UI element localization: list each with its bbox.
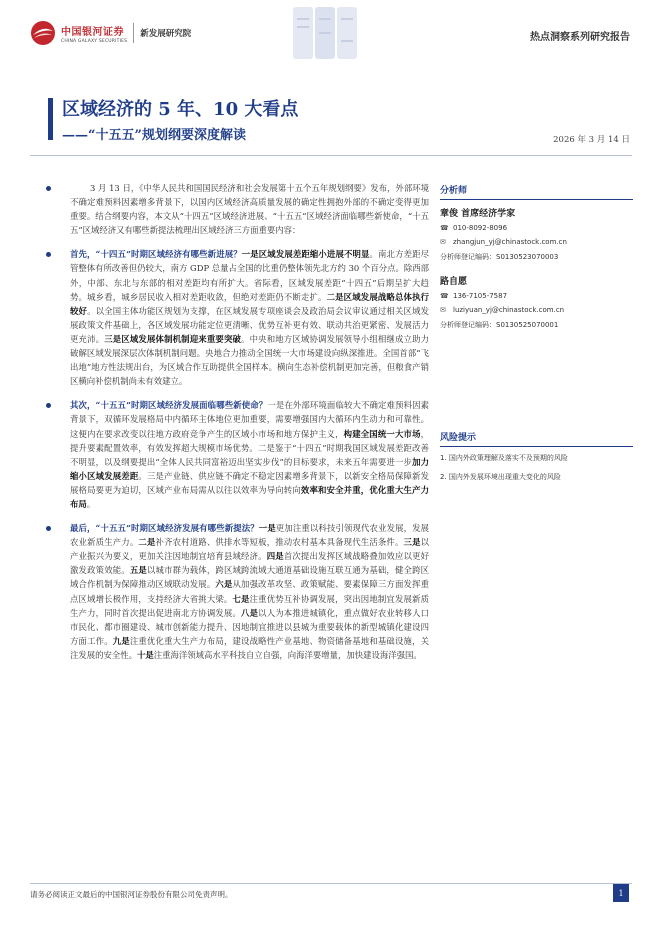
key-point: 七是 (232, 593, 250, 604)
bullet-icon (46, 403, 51, 408)
body-text: 。中央和地方区域协调发展领导小组相继成立助力破解区域发展深层次体制机制问题。央地合力推动全国统一大市场建设向纵深推进。全国首部“飞出地”地方性法规出台，为区域合作互助提供全国样本。横向生态补偿机制更加完善，但粮食产销区横向补偿机制尚未有效建立。 (70, 333, 430, 387)
key-point: 加力缩小区域发展差距 (70, 456, 430, 481)
email-icon: ✉ (440, 306, 446, 314)
intro-text: 3 月 13 日，《中华人民共和国国民经济和社会发展第十五个五年规划纲要》发布，外部环境不确定难预料因素增多背景下，以国内区域经济高质量发展的确定性拥抱外部的不确定变得更加重要。结合纲要内容，本文从“十四五”区域经济进展、“十五五”区域经济面临哪些新使命，“十五五”区域经济又有哪些新提法梳理出区域经济三方面重要内容： (70, 183, 429, 236)
analyst-phone (440, 224, 633, 232)
galaxy-logo-icon (30, 20, 56, 46)
section-new-proposals-paragraph (70, 521, 429, 662)
page-number: 1 (613, 884, 629, 902)
section-heading: 其次，“十五五”时期区域经济发展面临哪些新使命？ (70, 400, 268, 411)
section-heading: 首先，“十四五”时期区域经济有哪些新进展？ (70, 249, 242, 260)
body-text: 注重优势互补协调发展，突出因地制宜发展新质生产力，同时首次提出促进南北方协调发展。 (70, 593, 430, 618)
list-item (42, 247, 429, 388)
body-text: 补齐农村道路、供排水等短板，推动农村基本具备现代生活条件。 (155, 537, 404, 548)
risk-item: 1. 国内外政策理解及落实不及预期的风险 (440, 454, 568, 462)
body-text: 。南北方差距尽管整体有所改善但仍较大，南方 GDP 总量占全国的比重仍整体领先北方约 30 个百分点。除西部外，中部、东北与东部的相对差距均有所扩大。省际看，区域发展差距“十四五”后期呈扩大趋势。城乡看，城乡居民收入相对差距收敛，但绝对差距仍不断走扩。 (70, 249, 429, 302)
body-text: 更加注重以科技引领现代农业发展，发展农业新质生产力。 (70, 523, 430, 548)
risk-heading: 风险提示 (440, 430, 633, 447)
intro-paragraph (70, 181, 429, 237)
department-name: 新发展研究院 (140, 29, 192, 39)
footer-divider (30, 883, 632, 884)
key-point: 十是 (137, 649, 154, 660)
key-point: 三是区域发展体制机制迎来重要突破 (104, 333, 242, 344)
report-date: 2026 年 3 月 14 日 (553, 135, 630, 145)
body-text: 注重海洋领域高水平科技自立自强，向海洋要增量，加快建设海洋强国。 (153, 649, 422, 660)
body-text: 。三是产业链、供应链不确定不稳定因素增多背景下，以新安全格局保障新发展格局要更为迫切，区域产业布局需从以往以效率为导向转向 (70, 470, 430, 495)
section-heading: 最后，“十五五”时期区域经济发展有哪些新提法？ (70, 523, 259, 534)
footer-disclaimer: 请务必阅读正文最后的中国银河证券股份有限公司免责声明。 (30, 890, 233, 899)
key-point: 三是 (403, 537, 421, 548)
email-address[interactable]: luziyuan_yj@chinastock.com.cn (453, 306, 565, 314)
analyst-name: 章俊 首席经济学家 (440, 209, 516, 219)
key-point: 一是 (258, 523, 276, 534)
body-text: 。以全国主体功能区规划为支撑，在区域发展专项座谈会及政治局会议审议通过相关区域发展政策文件基础上，各区域发展功能定位更清晰、优势互补更有效、联动共治更紧密、发展活力更充沛。 (70, 305, 430, 344)
key-point: 一是区域发展差距缩小进展不明显 (241, 249, 370, 260)
bullet-icon (46, 186, 51, 191)
sidebar (440, 183, 633, 491)
key-point: 四是 (266, 551, 284, 562)
key-point: 二是 (138, 537, 156, 548)
logo-divider (133, 23, 134, 43)
report-title: 区域经济的 5 年、10 大看点 (62, 99, 299, 120)
bullet-icon (46, 526, 51, 531)
analyst-phone (440, 292, 633, 300)
key-point: 五是 (129, 565, 147, 576)
analyst-email (440, 238, 633, 246)
list-item (42, 521, 429, 662)
section-mission-paragraph (70, 398, 429, 511)
analyst-registration: 分析师登记编码：S0130525070001 (440, 321, 559, 329)
logo-en-text: CHINA GALAXY SECURITIES (61, 38, 128, 44)
body-text: ，提升要素配置效率，有效发挥超大规模市场优势。二是鉴于“十四五”时期我国区域发展差距改善不明显，以及纲要提出“全体人民共同富裕迈出坚实步伐”的目标要求，未来五年需要进一步 (70, 428, 429, 467)
analyst-heading: 分析师 (440, 183, 633, 200)
report-subtitle: ——“十五五”规划纲要深度解读 (62, 128, 246, 143)
key-point: 构建全国统一大市场 (343, 428, 421, 439)
key-point: 九是 (112, 635, 130, 646)
body-text: 。 (86, 498, 96, 509)
brand-logo (30, 20, 191, 46)
body-text: 以城市群为载体，跨区域跨流域大通道基础设施互联互通为基础，健全跨区域合作机制为保障推动区域联动发展。 (70, 565, 430, 590)
analyst-email (440, 306, 633, 314)
body-text: 注重优化重大生产力布局，建设战略性产业基地、物资储备基地和基础设施，关注发展的安全性。 (70, 635, 430, 660)
header-decoration-icon (285, 5, 365, 63)
key-point: 效率和安全并重，优化重大生产力布局 (70, 484, 430, 509)
phone-icon: ☎ (440, 292, 449, 300)
body-text: 一是在外部环境面临较大不确定难预料因素背景下，双循环发展格局中内循环主体地位更加重要，需要增强国内大循环内生动力和可靠性。这便内在要求改变以往地方政府竞争产生的区域小市场和地方保护主义， (70, 400, 430, 439)
phone-number: 136-7105-7587 (453, 292, 508, 300)
analyst-registration: 分析师登记编码：S0130523070003 (440, 253, 559, 261)
email-icon: ✉ (440, 238, 446, 246)
body-text: 以产业振兴为要义，更加关注因地制宜培育县域经济。 (70, 537, 430, 562)
key-point: 六是 (215, 579, 233, 590)
body-text: 首次提出发挥区域战略叠加效应以更好激发政策效能。 (70, 551, 430, 576)
key-point: 八是 (241, 607, 259, 618)
analyst-name: 路自愿 (440, 277, 468, 287)
risk-item: 2. 国内外发展环境出现重大变化的风险 (440, 473, 561, 481)
email-address[interactable]: zhangjun_yj@chinastock.com.cn (453, 238, 567, 246)
bullet-icon (46, 252, 51, 257)
body-text: 从加强改革攻坚、政策赋能、要素保障三方面发挥重点区域增长极作用，支持经济大省挑大梁。 (70, 579, 430, 604)
title-divider (30, 155, 632, 156)
main-body (42, 181, 429, 672)
list-item (42, 181, 429, 237)
phone-number: 010-8092-8096 (453, 224, 508, 232)
key-point: 二是区域发展战略总体执行较好 (70, 291, 430, 316)
phone-icon: ☎ (440, 224, 449, 232)
report-series-label: 热点洞察系列研究报告 (530, 32, 630, 43)
body-text: 以人为本推进城镇化，重点做好农业转移人口市民化、都市圈建设、城市创新能力提升、因地制宜推进以县城为重要载体的新型城镇化建设四方面工作。 (70, 607, 430, 646)
logo-cn-text: 中国银河证券 (61, 26, 124, 38)
list-item (42, 398, 429, 511)
title-accent-bar (48, 98, 53, 140)
section-progress-paragraph (70, 247, 429, 388)
